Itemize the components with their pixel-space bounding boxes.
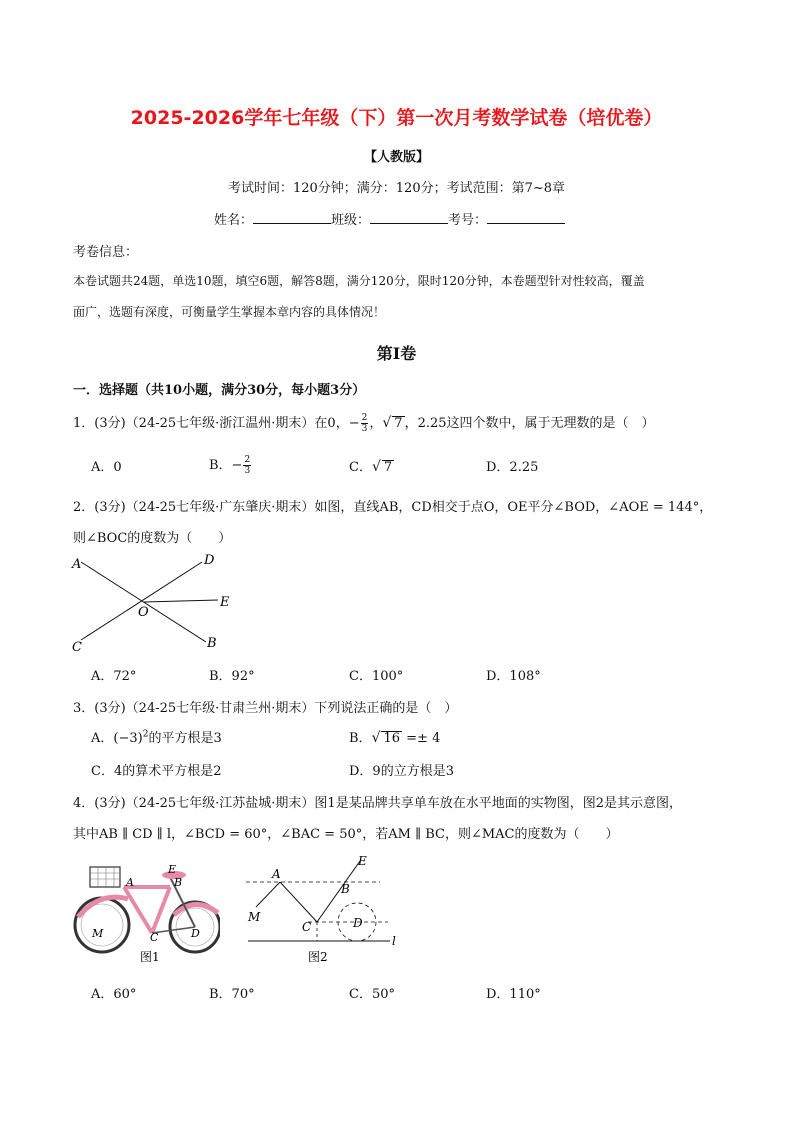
q3-option-d[interactable]: D．9的立方根是3	[349, 764, 454, 779]
q1-frac-den: 3	[361, 424, 368, 434]
q1-opt-c-prefix: C．	[349, 460, 372, 475]
question-4-line2: 其中AB ∥ CD ∥ l，∠BCD = 60°，∠BAC = 50°，若AM ∥ BC，则∠MAC的度数为（ ）	[73, 827, 619, 842]
fig2-label-c: C	[72, 640, 82, 655]
segment-ce	[317, 861, 360, 922]
fig1-label-b: B	[174, 876, 183, 889]
q3-opt-b-prefix: B．	[349, 731, 372, 746]
q1-prefix: 1．(3分)（24-25七年级·浙江温州·期末）在0，	[73, 416, 349, 431]
id-blank[interactable]	[487, 213, 565, 224]
sqrt-icon: √	[371, 730, 381, 746]
question-1-stem	[73, 412, 655, 434]
q3-opt-b-suffix: =± 4	[402, 731, 441, 746]
q1-sep: ，	[369, 416, 383, 431]
question-3-stem: 3．(3分)（24-25七年级·甘肃兰州·期末）下列说法正确的是（ ）	[73, 701, 458, 716]
q2-figure	[66, 548, 246, 656]
fig2-label-e: E	[220, 595, 230, 610]
question-2-line2: 则∠BOC的度数为（ ）	[73, 531, 232, 546]
q1-opt-b-num: 2	[244, 455, 251, 465]
rear-wheel	[75, 898, 129, 952]
volume-title: 第I卷	[376, 344, 417, 363]
q2-option-d[interactable]: D．108°	[486, 669, 541, 684]
fig2b-label-c: C	[302, 920, 312, 934]
q4-option-d[interactable]: D．110°	[486, 987, 541, 1002]
q3-opt-b-radicand: 16	[383, 731, 401, 746]
exam-info-line1: 本卷试题共24题，单选10题，填空6题，解答8题，满分120分，限时120分钟，本卷题型针对性较高，覆盖	[73, 274, 645, 288]
segment-am	[256, 882, 280, 907]
fig2-label-a: A	[72, 557, 82, 572]
fig2-label-o: O	[138, 605, 149, 620]
fig1-label-e: E	[168, 863, 177, 876]
fig2b-label-b: B	[341, 882, 350, 896]
q1-opt-b-prefix: B．−	[209, 458, 243, 473]
sqrt-icon: √	[382, 415, 392, 431]
q3-option-c[interactable]: C．4的算术平方根是2	[91, 764, 222, 779]
name-label: 姓名：	[214, 213, 254, 228]
q1-opt-c-radicand: 7	[383, 460, 393, 475]
edition-label: 【人教版】	[363, 150, 429, 165]
fig2b-label-e: E	[358, 855, 367, 868]
q3-opt-a-exp: 2	[142, 729, 149, 740]
q1-minus: −	[348, 416, 360, 431]
fig1-label-m: M	[92, 927, 104, 940]
ray-oe	[144, 600, 218, 602]
q3-opt-a-prefix: A．(−3)	[91, 731, 143, 746]
fig1-label-c: C	[150, 931, 159, 944]
q1-radicand: 7	[394, 416, 403, 431]
q1-option-c[interactable]	[349, 456, 394, 475]
student-fields	[214, 209, 565, 228]
fig1-label-d: D	[191, 927, 200, 940]
q1-option-b[interactable]	[209, 454, 252, 476]
fig1-label-a: A	[126, 876, 134, 889]
exam-meta: 考试时间：120分钟；满分：120分；考试范围：第7~8章	[227, 181, 566, 196]
question-4-line1: 4．(3分)（24-25七年级·江苏盐城·期末）图1是某品牌共享单车放在水平地面的实物图，图2是其示意图，	[73, 796, 682, 811]
q1-suffix: ，2.25这四个数中，属于无理数的是（ ）	[404, 416, 655, 431]
name-blank[interactable]	[253, 213, 331, 224]
class-label: 班级：	[331, 213, 371, 228]
fig2b-label-a: A	[272, 867, 281, 881]
fig1-caption: 图1	[140, 950, 160, 964]
bicycle-figure	[70, 855, 220, 965]
basket-mesh	[90, 867, 120, 887]
fig2-label-b: B	[207, 636, 217, 651]
fig2b-label-d: D	[353, 916, 363, 930]
exam-info-line2: 面广，选题有深度，可衡量学生掌握本章内容的具体情况！	[73, 305, 386, 319]
q1-fraction	[361, 413, 369, 434]
q4-option-b[interactable]: B．70°	[209, 987, 255, 1002]
bike-diagram	[240, 855, 405, 965]
section-title: 一．选择题（共10小题，满分30分，每小题3分）	[73, 383, 366, 398]
q3-option-b[interactable]	[349, 727, 440, 746]
chain-stay	[152, 927, 195, 933]
q1-frac-num: 2	[361, 413, 368, 423]
q1-option-a[interactable]: A．0	[91, 460, 122, 475]
class-blank[interactable]	[370, 213, 448, 224]
q1-option-d[interactable]: D．2.25	[486, 460, 539, 475]
q4-option-a[interactable]: A．60°	[91, 987, 137, 1002]
q3-option-a[interactable]	[91, 727, 222, 746]
exam-title: 2025-2026学年七年级（下）第一次月考数学试卷（培优卷）	[130, 107, 663, 129]
q4-option-c[interactable]: C．50°	[349, 987, 395, 1002]
fig2-label-d: D	[204, 553, 215, 568]
q1-opt-b-den: 3	[244, 466, 251, 476]
q2-option-a[interactable]: A．72°	[91, 669, 137, 684]
fig2b-label-l: l	[392, 934, 396, 948]
q2-option-b[interactable]: B．92°	[209, 669, 255, 684]
line-ab	[81, 562, 206, 642]
frame-down	[152, 887, 170, 933]
basket-icon	[90, 867, 120, 887]
q2-option-c[interactable]: C．100°	[349, 669, 404, 684]
exam-info-heading: 考卷信息：	[73, 245, 139, 260]
question-2-line1: 2．(3分)（24-25七年级·广东肇庆·期末）如图，直线AB，CD相交于点O，OE平分∠BOD，∠AOE = 144°，	[73, 500, 713, 515]
sqrt-icon: √	[371, 459, 381, 475]
fig2b-label-m: M	[248, 910, 261, 924]
q3-opt-a-suffix: 的平方根是3	[148, 731, 222, 746]
id-label: 考号：	[448, 213, 488, 228]
segment-ac	[280, 882, 317, 922]
fig2-caption: 图2	[308, 950, 328, 964]
q1-opt-b-fraction	[243, 455, 251, 476]
